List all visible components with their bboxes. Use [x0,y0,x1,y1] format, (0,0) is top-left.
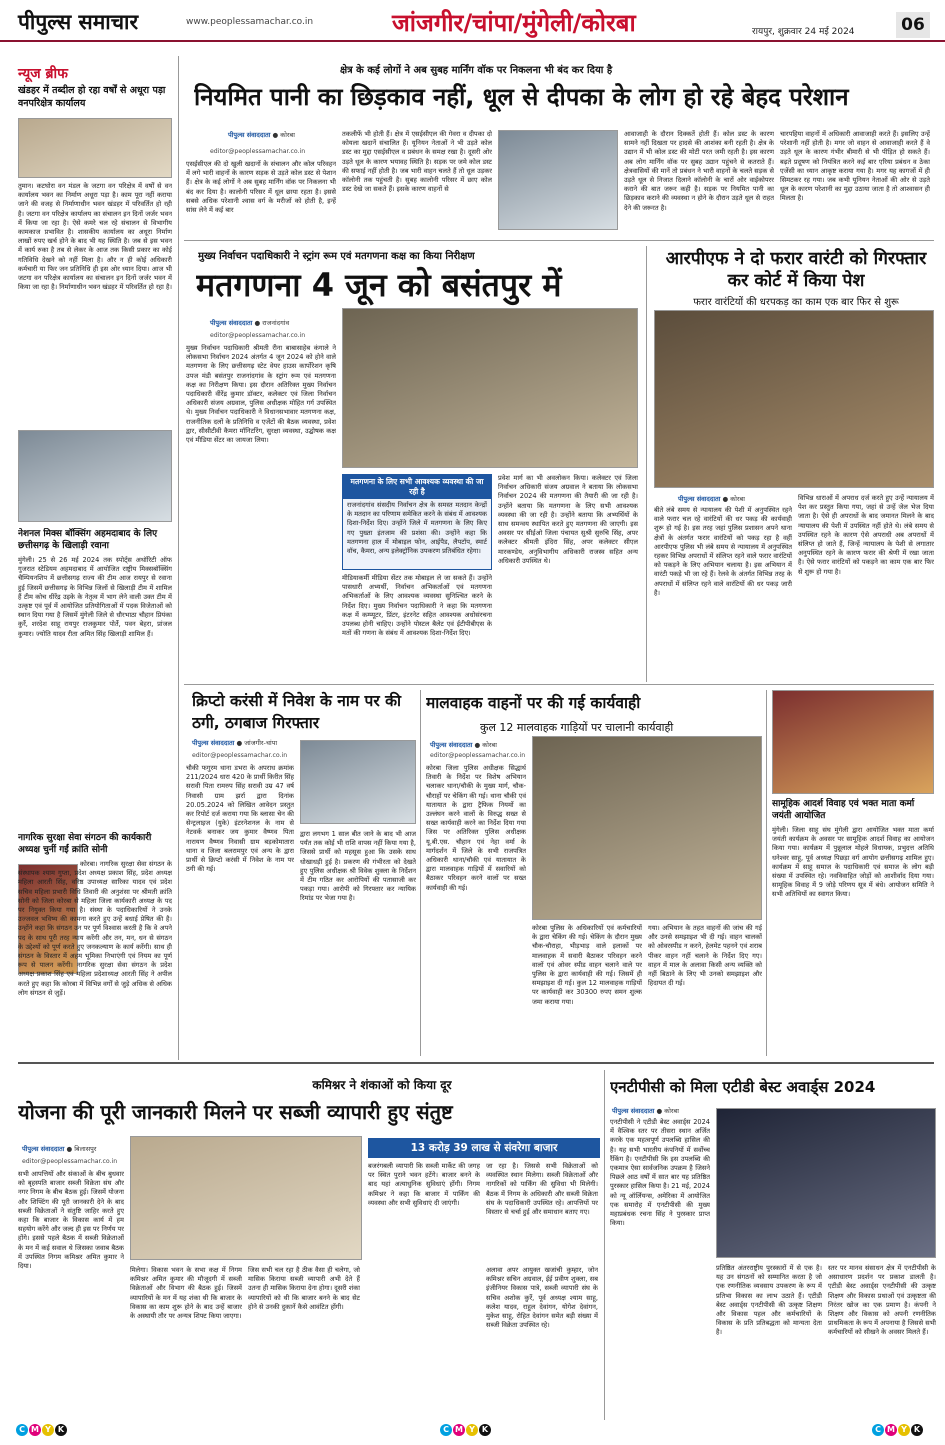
issue-date: रायपुर, शुक्रवार 24 मई 2024 [752,27,855,37]
dust-photo [498,130,618,230]
boxing-photo [18,430,172,522]
dust-email[interactable]: editor@peoplessamachar.co.in [210,148,306,155]
counting-box-head: मतगणना के लिए सभी आवश्यक व्यवस्था की जा रही है [343,475,491,499]
vegetable-kicker: कमिश्नर ने शंकाओं को किया दूर [312,1078,452,1092]
counting-photo [342,308,638,468]
newspaper-logo: पीपुल्स समाचार [18,10,139,34]
crypto-body-col2: द्वारा लगभग 1 साल बीत जाने के बाद भी आज पर्यंत तक कोई भी राशि वापस नहीं किया गया है, जिससे प्रार्थी को महसूस हुआ कि उसके साथ धोखाधड़ी हुई है। प्रकरण की गंभीरता को देखते हुए पुलिस अधीक्षक श्री विवेक शुक्ला के निर्देशन में टीम गठित कर आरोपियों की पतासाजी कर पकड़ा गया। आरोपी को गिरफ्तार कर न्यायिक रिमांड पर भेजा गया है। [300,830,416,903]
dust-body-col1: एसईसीएल की दो खुली खदानों के संचालन और कोल परिवहन में लगे भारी वाहनों के कारण सड़क से उड़ते कोल डस्ट से पेशान हैं। क्षेत्र के कई लोगों ने अब सुबह मार्निंग वॉक पर निकलना भी बंद कर दिया है। कालोनी परिसर में धूल छाया रहता है। इससे सबसे अधिक परेशानी श्वास वर्ग के मरीजों को होती है, इन्हें सांस लेने में कई बार [186,160,336,215]
vegetable-headline: योजना की पूरी जानकारी मिलने पर सब्जी व्यापारी हुए संतुष्ट [18,1100,453,1124]
transport-email[interactable]: editor@peoplessamachar.co.in [430,752,526,759]
counting-body-col1: मुख्य निर्वाचन पदाधिकारी श्रीमती रीना बाबासाहेब कंगाले ने लोकसभा निर्वाचन 2024 अंतर्गत 4 जून 2024 को होने वाले मतगणना के लिए छत्तीसगढ़ स्टेट वेयर हाउस कार्पोरेशन कृषि उपज मंडी बसंतपुर राजनांदगांव के स्ट्रांग रूम एवं मतगणना कक्ष का निरीक्षण किया। इस दौरान अतिरिक्त मुख्य निर्वाचन पदाधिकारी वीरेंद्र कुमार डॉक्टर, कलेक्टर एवं जिला निर्वाचन अधिकारी संजय अग्रवाल, पुलिस अधीक्षक मोहित गर्ग उपस्थित थे। मुख्य निर्वाचन पदाधिकारी ने विधानसभावार मतगणना कक्ष, राजनीतिक दलों के प्रतिनिधि व एजेंटों की बैठक व्यवस्था, प्रवेश द्वार, सीसीटीवी कैमरा मॉनिटरिंग, सुरक्षा व्यवस्था, उद्घोषक कक्ष एवं मीडिया सेंटर का जायजा लिया। [186,344,336,445]
divider-vegetable [604,1070,605,1420]
cmyk-mark-center: C M Y K [440,1424,492,1436]
transport-body-col2: कोरबा पुलिस के अधिकारियों एवं कर्मचारियों के द्वारा चेकिंग की गई। चेकिंग के दौरान मुख्य चौक-चौराहा, भीड़भाड़ वाले इलाकों पर मालवाहक में सवारी बैठाकर परिवहन करने वालों एवं ओवर स्पीड वाहन चलाने वाले पर पुलिस के द्वारा कार्यवाही की गई। जिसमें ही समझाइश दी गई। कुल 12 मालवाहक गाड़ियों पर कार्यवाही कर 30300 रुपए समन शुल्क जमा कराया गया। [532,924,642,1006]
counting-byline: पीपुल्स संवाददाता ● राजनांदगांव [210,319,290,327]
left-col-divider [178,56,179,1060]
crypto-byline: पीपुल्स संवाददाता ● जांजगीर-चांपा [192,739,278,747]
page-number: 06 [896,12,930,38]
vegetable-body-col4: बजरंगबली व्यापारी कि सब्जी मार्केट की जगह पर स्थित पुराने भवन हटेंगे। बाजार बनने के बाद यहां अत्याधुनिक सुविधाएं होंगी। निगम कमिश्नर ने कहा कि बाजार में पार्किंग की व्यवस्था और सभी सुविधाएं दी जाएंगी। [368,1162,480,1207]
crypto-headline: क्रिप्टो करंसी में निवेश के नाम पर की ठगी, ठगबाज गिरफ्तार [192,692,402,732]
rpf-byline: पीपुल्स संवाददाता ● कोरबा [678,495,745,503]
site-url[interactable]: www.peoplessamachar.co.in [186,17,314,27]
nagrik-body: कोरबा। नागरिक सुरक्षा सेवा संगठन के संस्थापक श्याम गुप्ता, प्रदेश अध्यक्ष प्रकाश सिंह, प्रदेश अध्यक्ष महिला आरती सिंह, वरिष्ठ उपाध्यक्ष सारिका यादव एवं प्रदेश सचिव महिला प्रभारी विधि तिवारी की अनुशंसा पर श्रीमती क्रांति सोनी को जिला कोरबा से महिला जिला कार्यकारी अध्यक्ष के पद पर नियुक्त किया गया है। संस्था के पदाधिकारियों ने उनके उज्जवल भविष्य की कामना करते हुए उन्हें बधाई प्रेषित की है। उन्होंने कहा कि संगठन उन पर पूर्ण विश्वास करती है कि वे अपने पद के साथ पूरी तरह न्याय करेंगी और तन, मन, धन से संगठन के उद्देश्यों को पूर्ण करते हुए जनकल्याण के कार्य करेंगी। साथ ही संगठन के विस्तार में अहम भूमिका निभाएंगी एवं नियम का पूर्ण रूप से पालन करेंगी। नागरिक सुरक्षा सेवा संगठन के प्रदेश अध्यक्ष प्रकाश सिंह एवं महिला प्रदेशाध्यक्ष आरती सिंह ने अपील करते हुए कहा कि कोरबा में विभिन्न वर्गों से जुड़े अधिक से अधिक लोग संगठन से जुड़ें। [18,860,172,997]
crypto-photo [300,740,416,824]
counting-box [342,474,492,570]
divider-bottom [18,1062,934,1064]
vegetable-body-col2: मिलेगा। विकास भवन के सभा कक्ष में निगम कमिश्नर अमित कुमार की मौजूदगी में सब्जी विक्रेताओं और विभाग की बैठक हुई। जिसमें व्यापारियों के मन में यह शंका थी कि बाजार के विकास का काम शुरू होने के बाद उन्हें बाजार के अस्थायी तौर पर अन्यत्र शिफ्ट किया जाएगा। [130,1266,242,1321]
counting-headline: मतगणना 4 जून को बसंतपुर में [196,266,562,304]
vegetable-body-col6: अलावा अपर आयुक्त खजांची कुम्हार, जोन कमिश्नर सचिन अग्रवाल, ईई प्रवीण शुक्ला, सब इंजीनियर विकास पात्रे, सब्जी व्यापारी संघ के सचिव अशोक कुर्रे, पूर्व अध्यक्ष श्याम साहू, कलेश यादव, राहुल देवांगन, योगेश देवांगन, मुकेश साहू, रोहित देवांगन समेत बड़ी संख्या में सब्जी विक्रेता उपस्थित रहे। [486,1266,598,1330]
transport-photo [532,736,762,920]
divider-dust [184,240,934,241]
vegetable-body-col3: जिस सभी चल रहा है ठीक वैसा ही चलेगा, जो मासिक किराया सब्जी व्यापारी अभी देते हैं उतना ही मासिक किराया देना होगा। दूसरी शंका व्यापारियों को थी कि बाजार बनने के बाद सेट होने से उनकी दुकानें कैसे आवंटित होंगी। [248,1266,360,1311]
dust-body-col4: चारपहिया वाहनों में अधिकारी आवाजाही करते हैं। इसलिए उन्हें परेशानी नहीं होती है। मगर जो वाहन से आवाजाही करते हैं वे उड़ते धूल के कारण गंभीर बीमारी से भी पीड़ित हो सकते हैं। बढ़ते प्रदूषण को नियंत्रित करने कई बार एरिया प्रबंधन व ठेका एजेंसी का ध्यान आकृष्ट कराया गया है। मगर यह कागजों में ही सिमटकर रह गया। जब कभी यूनियन नेताओं की ओर से उड़ते धूल के कारण परेशानी का मुद्दा उठाया जाता है तो आश्वासन ही मिलता है। [780,130,930,203]
divider-counting [646,246,647,682]
marriage-body: मुंगेली। जिला साहू संघ मुंगेली द्वारा आयोजित भक्त माता कर्मा जयंती कार्यक्रम के अवसर पर सामूहिक आदर्श विवाह का आयोजन किया गया। कार्यक्रम में पुन्नूलाल मोहले विधायक, प्रभुदत्त अतिथि धनेश्वर साहू, पूर्व अध्यक्ष पिछड़ा वर्ग आयोग छत्तीसगढ़ शामिल हुए। कार्यक्रम में साहू समाज के पदाधिकारी एवं समाज के लोग बड़ी संख्या में उपस्थित रहे। नवविवाहित जोड़ों को आशीर्वाद दिया गया। सामूहिक विवाह में 9 जोड़े परिणय सूत्र में बंधे। आयोजन समिति ने सभी अतिथियों का स्वागत किया। [772,826,934,899]
transport-subheadline: कुल 12 मालवाहक गाड़ियों पर चालानी कार्यवाही [480,721,674,734]
boxing-body: मुंगेली। 25 से 26 मई 2024 तक स्पोर्ट्स अथॉरिटी ऑफ गुजरात स्टेडियम अहमदाबाद में आयोजित राष्ट्रीय मिक्सबॉक्सिंग चैम्पियनशिप में छत्तीसगढ़ राज्य की टीम आज रायपुर से रवाना हुई जिसमें छत्तीसगढ़ के विभिन्न जिलों से खिलाड़ी टीम में शामिल हैं टीम कोच धीरेंद्र उइके के नेतृत्व में भाग लेने वाली उक्त टीम में उत्कृष्ट एवं पूर्व में आयोजित प्रतियोगिताओं में पदक विजेताओं को स्थान दिया गया है जिसमें मुंगेली जिले से धौरभाठा चौहान प्रियंका कुर्रे, शरदेश साहू रायपुर राजकुमार पोर्ते, पवन बेहरा, प्रांजल कुमार। ज्योति यादव रीता अमित सिंह खिलाड़ी शामिल हैं। [18,556,172,638]
marriage-photo [772,690,934,794]
crypto-email[interactable]: editor@peoplessamachar.co.in [192,752,288,759]
counting-box-body: राजनांदगांव संसदीय निर्वाचन क्षेत्र के समस्त मतदान केन्द्रों के मतदान का परिणाम समेकित करने के संबंध में आवश्यक दिशा-निर्देश दिए। उन्होंने जिले में मतगणना के लिए किए गए पुख्ता इंतजाम की प्रशंसा की। उन्होंने कहा कि मतगणना हाल में मोबाइल फोन, आईपैड, लैपटॉप, स्मार्ट वॉच, कैमरा, अन्य इलेक्ट्रॉनिक उपकरण प्रतिबंधित रहेगा। [347,501,487,556]
vegetable-byline: पीपुल्स संवाददाता ● बिलासपुर [22,1145,97,1153]
vegetable-body-col1: सभी आपत्तियों और संकाओं के बीच बुधवार को बृहस्पति बाजार सब्जी विक्रेता संघ और नगर निगम के बीच बैठक हुई। जिसमें योजना और शिफ्टिंग की पूरी जानकारी देने के बाद सब्जी विक्रेताओं ने संतुष्टि जाहिर करते हुए कहा कि बाजार के विकास कार्य में हम सहयोग करेंगे और जल्द ही इस पर निर्णय पर होंगे। इससे पहले बैठक में सब्जी विक्रेताओं के मन में कई सवाल थे जिसका जवाब बैठक में उपस्थित निगम कमिश्नर अमित कुमार ने दिया। [18,1170,124,1271]
ntpc-body-col2: प्रतिष्ठित अंतरराष्ट्रीय पुरस्कारों में से एक है। यह उन संगठनों को सम्मानित करता है जो एक रणनीतिक व्यवसाय उपकरण के रूप में प्रतिभा विकास का लाभ उठाते हैं। एटीडी बेस्ट अवार्ड्स एनटीपीसी की उत्कृष्ट शिक्षण और विकास पहल और कर्मचारियों के विकास के प्रति प्रतिबद्धता को मान्यता देता है। [716,1264,822,1337]
crypto-body-col1: चौकी फगुरम थाना डभरा के अपराध क्रमांक 211/2024 धारा 420 के प्रार्थी किरीत सिंह सरावी पिता रामरुप सिंह सरावी उम्र 47 वर्ष निवासी ग्राम झर्रा द्वारा दिनांक 20.05.2024 को लिखित आवेदन प्रस्तुत कर रिपोर्ट दर्ज कराया गया कि ब्लासा चेन की सेन्ट्रलाइज (युके) इंटरनेशनल के नाम से नेटवर्क बनाकर जय कुमार वैष्णव पिता नारायण वैष्णव निवासी ग्राम बड़कोमातारा थाना व जिला बलरामपुर एवं अन्य के द्वारा प्रार्थी से क्रिप्टो करंसी में निवेश के नाम पर ठगी की गई। [186,764,294,874]
dust-byline: पीपुल्स संवाददाता ● कोरबा [228,131,295,139]
dust-body-col2: तकलीफें भी होती हैं। क्षेत्र में एसईसीएल की गेवरा व दीपका दो कोयला खदानें संचालित हैं। यूनियन नेताओं ने भी उड़ते कोल डस्ट का मुद्दा एसईसीएल व प्रबंधन के समक्ष रखा है। दूसरी ओर उड़ते धूल के कारण भयावह स्थिति है। सड़क पर जमे कोल डस्ट की सफाई नहीं होती है। जब भारी वाहन चलते हैं तो धूल उड़कर कॉलोनी तक पहुंचती है। सुबह कालोनी परिसर में छाए कोल डस्ट देखे जा सकते हैं। इसके कारण वाहनों से [342,130,492,194]
brief-headline: खंडहर में तब्दील हो रहा वर्षों से अधूरा पड़ा वनपरिक्षेत्र कार्यालय [18,85,166,109]
dust-body-col3: आवाजाही के दौरान दिक्कतें होती हैं। कोल डस्ट के कारण सामने नहीं दिखता पर हादसे की आशंका बनी रहती है। क्षेत्र के उद्यान में भी कोल डस्ट की मोटी परत जमी रहती है। इस कारण अब लोग मार्निंग वॉक पर सुबह उद्यान पहुंचने से कतराते हैं। क्षेत्रवासियों की मानें तो प्रबंधन ने भारी वाहनों के चलते सड़क से उड़ते धूल से निजात दिलाने कॉलोनी के चारों ओर वाईकोपरर कराने की बात जरूर कही है। सड़क पर नियमित पानी का छिड़काव कराने की व्यवस्था न होने के दौरान उड़ते धूल से राहत देने की जरूरत है। [624,130,774,212]
rpf-body-col2: विभिन्न धाराओं में अपराध दर्ज करते हुए उन्हें न्यायालय में पेश कर प्रस्तुत किया गया, जहां से उन्हें जेल भेज दिया जाता है। ऐसे ही अपराधों के बाद जमानत मिलने के बाद न्यायालय की पेशी में उपस्थित नहीं होते थे। लंबे समय से उपस्थित रहने के कारण ऐसे अपराधी अब अपराधों में संलिप्त हो जाते हैं, जिन्हें न्यायालय के पेशी से लगातार अनुपस्थित रहने के कारण फरार की श्रेणी में रखा जाता है। ऐसे फरार वारंटियों को पकड़ने का काम एक बार फिर से शुरू हो गया है। [798,494,934,576]
boxing-headline: नेशनल मिक्स बॉक्सिंग अहमदाबाद के लिए छत्तीसगढ़ के खिलाड़ी रवाना [18,529,158,551]
divider-crypto [420,690,421,1056]
brief-body: तुमान। कटघोरा वन मंडल के जटगा वन परिक्षेत्र में वर्षों से वन कार्यालय भवन का निर्माण अधूरा पड़ा है। काम पूरा नहीं कराया जाने की वजह से निर्माणाधीन भवन खंडहर में परिवर्तित हो रही है। जटगा वन परिक्षेत्र कार्यालय का संचालन इन दिनों जर्जर भवन में किया जा रहा है। ऐसे कमरे चल रहे संचालन से विभागीय कामकाज प्रभावित है। शासकीय कार्यालय का अधूरा निर्माण लाखों रुपए खर्च होने के बाद भी यह स्थिति है। जब से इस भवन में कार्य रुका है तब से लेकर के आज तक किसी प्रकार का कोई गतिविधि देखने को नहीं मिला है। और न ही कोई अधिकारी कर्मचारी या फिर जन प्रतिनिधि ही इस ओर ध्यान दिया। आज भी जटगा वन परिक्षेत्र कार्यालय का संचालन इन दिनों जर्जर भवन में किया जा रहा है। निर्माणाधीन भवन खंडहर में परिवर्तित हो रहा है। [18,182,172,292]
rpf-photo [654,310,934,488]
vegetable-photo [130,1136,362,1260]
vegetable-budget-box: 13 करोड़ 39 लाख से संवरेगा बाजार [368,1138,600,1158]
brief-photo [18,118,172,178]
ntpc-body-col3: स्तर पर मानव संसाधन क्षेत्र में एनटीपीसी के असाधारण प्रदर्शन पर प्रकाश डालती है। एटीडी बेस्ट अवार्ड्स एनटीपीसी की उत्कृष्ट शिक्षण और विकास प्रथाओं एवं उत्कृष्टता की निरंतर खोज का एक प्रमाण है। कंपनी ने शिक्षण और विकास को अपनी रणनीतिक प्राथमिकता के रूप में अपनाया है जिससे सभी कर्मचारियों को सीखने के अवसर मिलते हैं। [828,1264,936,1337]
divider-transport [766,690,767,1056]
masthead [0,0,945,42]
news-brief-tag: न्यूज ब्रीफ [18,66,68,82]
counting-body-col3: प्रवेश मार्ग का भी अवलोकन किया। कलेक्टर एवं जिला निर्वाचन अधिकारी संजय अग्रवाल ने बताया कि लोकसभा निर्वाचन 2024 की मतगणना की तैयारी की जा रही है। उन्होंने बताया कि मतगणना के लिए सभी आवश्यक व्यवस्था की जा रही है। उन्होंने बताया कि अभ्यर्थियों के साथ समन्वय स्थापित करते हुए मतगणना की जाएगी। इस अवसर पर सीईओ जिला पंचायत सुश्री सुरुचि सिंह, अपर कलेक्टर श्रीमती इंदिरा सिंह, अपर कलेक्टर सीएल मारकण्डेय, अनुविभागीय अधिकारी राजस्व सहित अन्य अधिकारी उपस्थित थे। [498,474,638,565]
marriage-headline: सामूहिक आदर्श विवाह एवं भक्त माता कर्मा जयंती आयोजित [772,799,915,821]
rpf-subheadline: फरार वारंटियों की धरपकड़ का काम एक बार फिर से शुरू [693,297,899,308]
transport-headline: मालवाहक वाहनों पर की गई कार्यवाही [426,694,641,712]
ntpc-photo [716,1108,936,1258]
vegetable-body-col5: जा रहा है। जिससे सभी विक्रेताओं को व्यवस्थित स्थान मिलेगा। सब्जी विक्रेताओं और नागरिकों को पार्किंग की सुविधा भी मिलेगी। बैठक में निगम के अधिकारी और सब्जी विक्रेता संघ के पदाधिकारी उपस्थित रहे। आपत्तियों पर विस्तार से चर्चा हुई और समाधान बताए गए। [486,1162,598,1217]
transport-body-col1: कोरबा जिला पुलिस अधीक्षक सिद्धार्थ तिवारी के निर्देश पर विशेष अभियान चलाकर थाना/चौकी के मुख्य मार्ग, चौक-चौराहों पर चेकिंग की गई। थाना चौकी एवं यातायात के द्वारा ट्रैफिक नियमों का उल्लंघन करने वालों के विरुद्ध सख्त से सख्त कार्यवाही करने का निर्देश दिया गया जिस पर अतिरिक्त पुलिस अधीक्षक यू.बी.एस. चौहान एवं नेहा वर्मा के मार्गदर्शन में जिले के सभी राजपत्रित अधिकारी थाना/चौकी एवं यातायात के द्वारा मालवाहक गाड़ियों में सवारियों को बैठाकर परिवहन करने वालों पर सख्त कार्यवाही की गई। [426,764,526,892]
ntpc-byline: पीपुल्स संवाददाता ● कोरबा [612,1107,679,1115]
cmyk-mark-left: C M Y K [16,1424,68,1436]
rpf-body-col1: बीते लंबे समय से न्यायालय की पेशी में अनुपस्थित रहने वाले फरार चल रहे वारंटियों की धर पकड़ की कार्यवाही शुरू हो गई है। इस तरह जहां पुलिस प्रशासन अपने थाना क्षेत्रों के अंतर्गत फरार वारंटियों को पकड़ रहा है वहीं आरपीएफ पुलिस भी लंबे समय से न्यायालय में अनुपस्थित रहकर विभिन्न अपराधों में संलिप्त रहने वाले फरार वारंटियों को पकड़ने के लिए अभियान चलाया है। इस अभियान में वारंटी पकड़े भी जा रहे हैं। रेलवे के अंतर्गत विभिन्न तरह के अपराधों में संलिप्त रहने वाले वारंटियों की धर पकड़ जारी है। [654,506,792,597]
dust-kicker: क्षेत्र के कई लोगों ने अब सुबह मार्निंग वॉक पर निकलना भी बंद कर दिया है [340,65,613,76]
rpf-headline: आरपीएफ ने दो फरार वारंटी को गिरफ्तार कर कोर्ट में किया पेश [665,249,927,291]
cmyk-mark-right: C M Y K [872,1424,924,1436]
counting-email[interactable]: editor@peoplessamachar.co.in [210,332,306,339]
counting-body-col2: मीडियाकर्मी मीडिया सेंटर तक मोबाइल ले जा सकते हैं। उन्होंने पासधारी अभ्यर्थी, निर्वाचन अभिकर्ताओं एवं मतगणना अभिकर्ताओं के लिए आवश्यक व्यवस्था सुनिश्चित करने के निर्देश दिए। मुख्य निर्वाचन पदाधिकारी ने कहा कि मतगणना कक्ष में कम्प्यूटर, प्रिंटर, इंटरनेट सहित आवश्यक अधोसंरचना उपलब्ध होनी चाहिए। उन्होंने पोस्टल बैलेट एवं ईटीपीबीएस के मतों की गणना के संबंध में आवश्यक दिशा-निर्देश दिए। [342,574,492,638]
ntpc-headline: एनटीपीसी को मिला एटीडी बेस्ट अवार्ड्स 2024 [610,1078,876,1096]
transport-body-col3: गया। अभियान के तहत वाहनों की जांच की गई और उनसे समझाइश भी दी गई। वाहन चालकों को ओवरस्पीड न करने, हेलमेट पहनने एवं शराब पीकर वाहन नहीं चलाने के निर्देश दिए गए। वाहन में माल के अलावा किसी अन्य व्यक्ति को नहीं बिठाने के लिए भी उनको समझाइश और हिदायत दी गई। [648,924,762,988]
page-region-title: जांजगीर/चांपा/मुंगेली/कोरबा [392,9,636,37]
dust-headline: नियमित पानी का छिड़काव नहीं, धूल से दीपका के लोग हो रहे बेहद परेशान [194,83,849,111]
divider-middle [184,684,934,685]
counting-kicker: मुख्य निर्वाचन पदाधिकारी ने स्ट्रांग रूम एवं मतगणना कक्ष का किया निरीक्षण [198,251,475,262]
vegetable-email[interactable]: editor@peoplessamachar.co.in [22,1158,118,1165]
ntpc-body-col1: एनटीपीसी ने एटीडी बेस्ट अवार्ड्स 2024 में वैश्विक स्तर पर तीसरा स्थान अर्जित करके एक महत्वपूर्ण उपलब्धि हासिल की है। यह सभी भारतीय कंपनियों में सर्वोच्च रैंकिंग है। एनटीपीसी कि इस उपलब्धि की एकमात्र ऐसा सार्वजनिक उपक्रम है जिसने पिछले आठ वर्षों में सात बार यह प्रतिष्ठित पुरस्कार हासिल किया है। 21 मई, 2024 को न्यू ऑर्लियन्स, अमेरिका में आयोजित एक समारोह में एनटीपीसी की मुख्य महाप्रबंधक रचना सिंह ने पुरस्कार प्राप्त किया। [610,1118,710,1228]
nagrik-headline: नागरिक सुरक्षा सेवा संगठन की कार्यकारी अध्यक्ष चुनीं गईं क्रांति सोनी [18,833,152,855]
transport-byline: पीपुल्स संवाददाता ● कोरबा [430,741,497,749]
